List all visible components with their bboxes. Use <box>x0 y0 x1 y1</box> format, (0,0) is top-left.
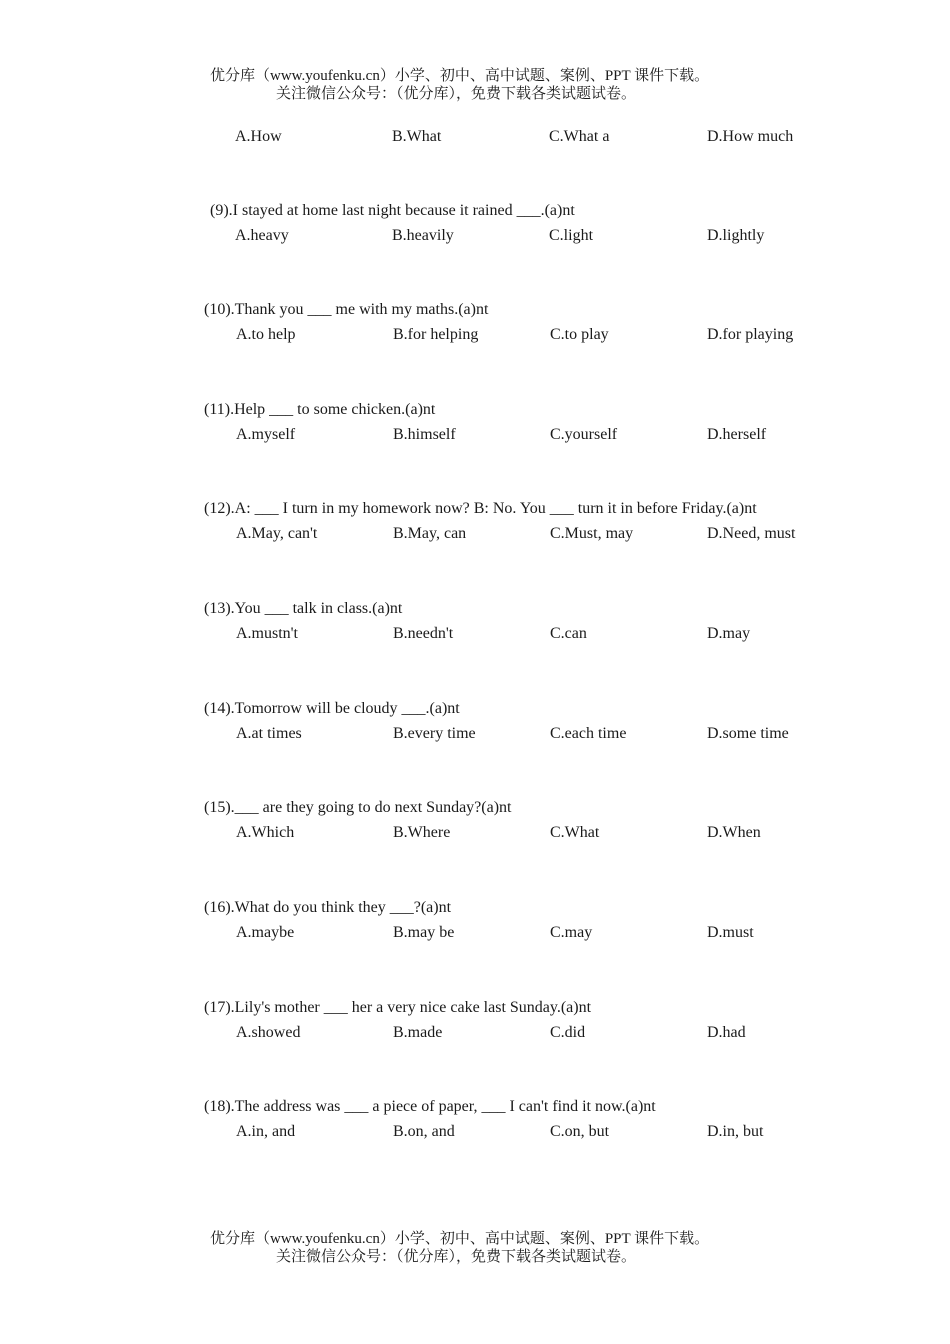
option-a: A.to help <box>236 326 296 343</box>
option-b: B.Where <box>393 824 451 841</box>
option-c: C.What <box>550 824 600 841</box>
option-c: C.each time <box>550 725 627 742</box>
option-a: A.myself <box>236 426 296 443</box>
option-d: D.in, but <box>707 1123 764 1140</box>
question-text: (9).I stayed at home last night because it rained ___.(a)nt <box>210 202 575 219</box>
question-text: (11).Help ___ to some chicken.(a)nt <box>204 401 436 418</box>
question-text: (15).___ are they going to do next Sunday?(a)nt <box>204 799 512 816</box>
option-a: A.Which <box>236 824 295 841</box>
option-d: D.some time <box>707 725 789 742</box>
option-c: C.yourself <box>550 426 618 443</box>
question-text: (16).What do you think they ___?(a)nt <box>204 899 452 916</box>
option-b: B.every time <box>393 725 476 742</box>
option-b: B.What <box>392 128 442 145</box>
option-c: C.may <box>550 924 593 941</box>
option-c: C.to play <box>550 326 609 343</box>
option-c: C.on, but <box>550 1123 610 1140</box>
option-d: D.must <box>707 924 754 941</box>
footer-line-2: 关注微信公众号：（优分库），免费下载各类试题试卷。 <box>276 1249 637 1265</box>
option-b: B.on, and <box>393 1123 455 1140</box>
options-row <box>0 226 950 246</box>
option-d: D.Need, must <box>707 525 796 542</box>
option-c: C.What a <box>549 128 610 145</box>
question-text: (14).Tomorrow will be cloudy ___.(a)nt <box>204 700 460 717</box>
option-c: C.Must, may <box>550 525 634 542</box>
option-d: D.herself <box>707 426 767 443</box>
options-row <box>0 923 950 943</box>
option-a: A.heavy <box>235 227 289 244</box>
option-b: B.himself <box>393 426 456 443</box>
header-line-1: 优分库（www.youfenku.cn）小学、初中、高中试题、案例、PPT 课件下载。 <box>210 68 710 84</box>
options-row <box>0 127 950 147</box>
footer-line-1: 优分库（www.youfenku.cn）小学、初中、高中试题、案例、PPT 课件下载。 <box>210 1231 710 1247</box>
header-line-2: 关注微信公众号：（优分库），免费下载各类试题试卷。 <box>276 86 637 102</box>
option-a: A.showed <box>236 1024 301 1041</box>
options-row <box>0 325 950 345</box>
question-text: (12).A: ___ I turn in my homework now? B: No. You ___ turn it in before Friday.(a)nt <box>204 500 757 517</box>
question-text: (10).Thank you ___ me with my maths.(a)nt <box>204 301 489 318</box>
option-a: A.in, and <box>236 1123 296 1140</box>
option-c: C.did <box>550 1024 586 1041</box>
option-d: D.When <box>707 824 761 841</box>
options-row <box>0 1023 950 1043</box>
option-a: A.at times <box>236 725 302 742</box>
option-b: B.may be <box>393 924 455 941</box>
option-b: B.needn't <box>393 625 454 642</box>
option-d: D.How much <box>707 128 794 145</box>
option-b: B.May, can <box>393 525 467 542</box>
option-b: B.made <box>393 1024 443 1041</box>
option-b: B.heavily <box>392 227 454 244</box>
question-text: (17).Lily's mother ___ her a very nice cake last Sunday.(a)nt <box>204 999 592 1016</box>
option-d: D.for playing <box>707 326 794 343</box>
options-row <box>0 724 950 744</box>
question-text: (18).The address was ___ a piece of paper, ___ I can't find it now.(a)nt <box>204 1098 656 1115</box>
option-d: D.lightly <box>707 227 765 244</box>
option-a: A.May, can't <box>236 525 318 542</box>
option-c: C.can <box>550 625 587 642</box>
question-text: (13).You ___ talk in class.(a)nt <box>204 600 403 617</box>
options-row <box>0 1122 950 1142</box>
option-b: B.for helping <box>393 326 479 343</box>
option-c: C.light <box>549 227 594 244</box>
option-d: D.may <box>707 625 751 642</box>
option-a: A.How <box>235 128 282 145</box>
options-row <box>0 425 950 445</box>
options-row <box>0 624 950 644</box>
option-d: D.had <box>707 1024 746 1041</box>
options-row <box>0 524 950 544</box>
option-a: A.mustn't <box>236 625 298 642</box>
option-a: A.maybe <box>236 924 295 941</box>
options-row <box>0 823 950 843</box>
